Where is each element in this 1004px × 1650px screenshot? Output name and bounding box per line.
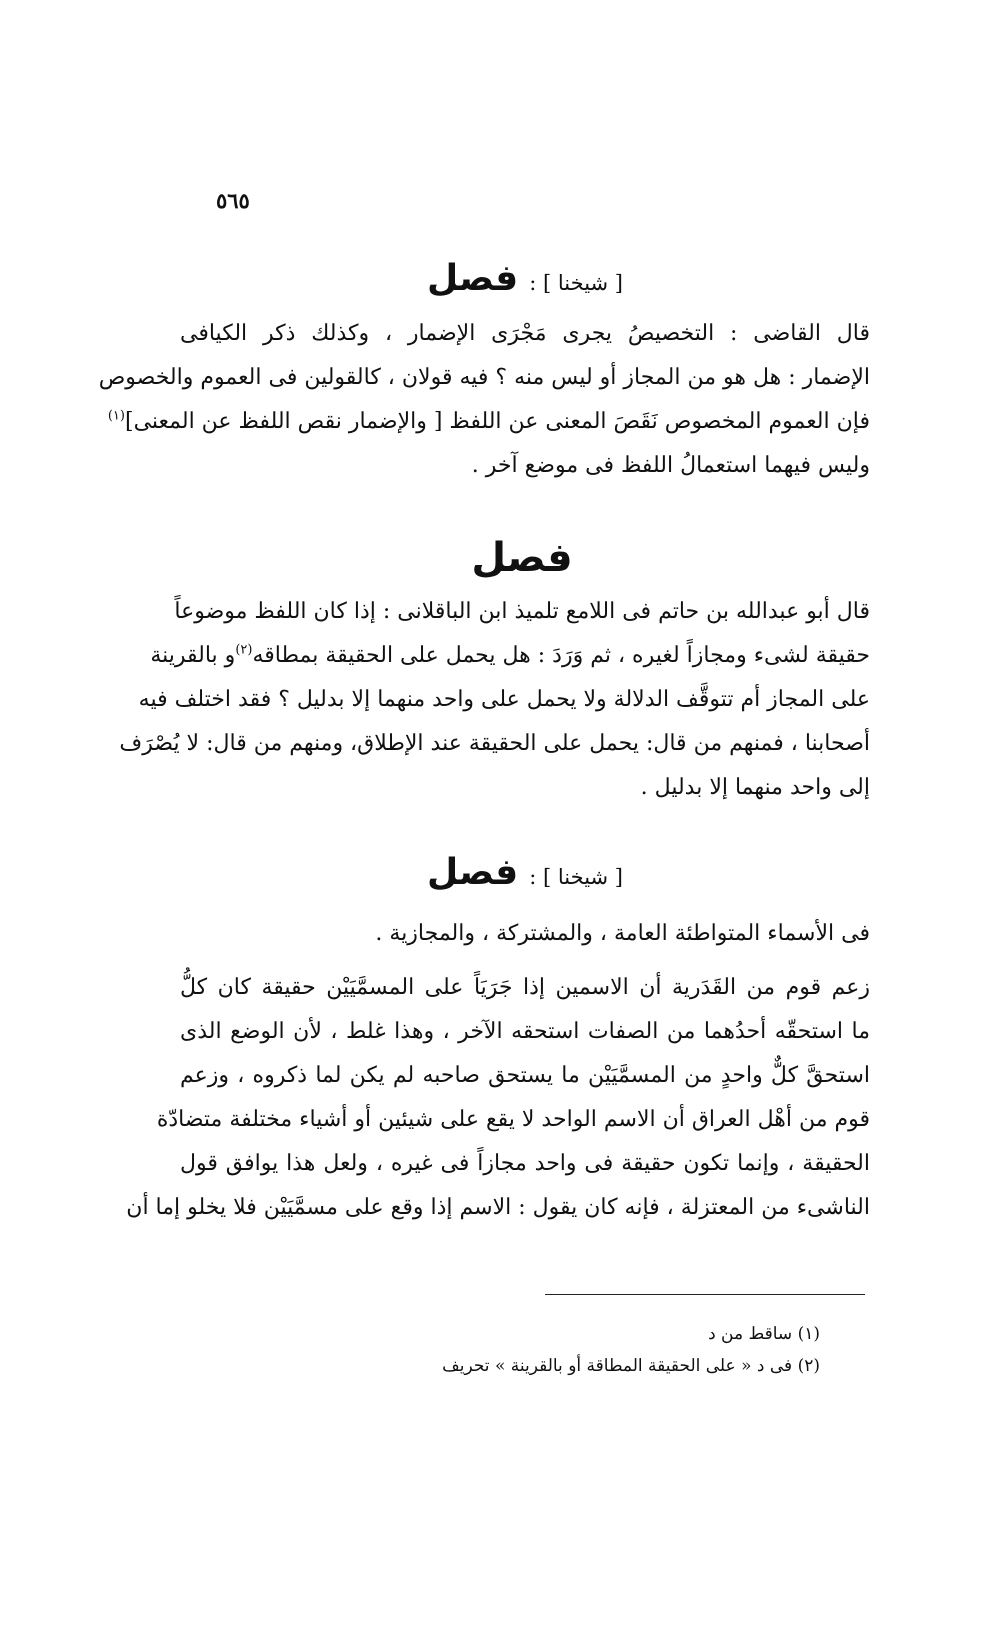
footnote-ref: (٢) [235,642,253,658]
text-line: زعم قوم من القَدَرية أن الاسمين إذا جَرَيَاً على المسمَّيَيْن حقيقة كان كلُّ [180,975,870,1000]
text-line [107,400,870,444]
text-line: الإضمار : هل هو من المجاز أو ليس منه ؟ فيه قولان ، كالقولين فى العموم والخصوص [98,365,870,390]
footnote: (١) ساقط من د [708,1324,820,1344]
text-segment: فإن العموم المخصوص نَقَصَ المعنى عن اللفظ [ والإضمار نقص اللفظ عن المعنى] [124,409,870,434]
paragraph-2 [119,590,870,810]
heading-bracket: [ شيخنا ] : [529,865,623,889]
text-line: الناشىء من المعتزلة ، فإنه كان يقول : الاسم إذا وقع على مسمَّيَيْن فلا يخلو إما أن [126,1195,870,1220]
footnotes [180,1318,820,1382]
section-intro [180,912,870,956]
footnote-divider [545,1294,865,1295]
footnote-ref: (١) [107,408,125,424]
heading-bracket: [ شيخنا ] : [529,271,623,295]
heading-fasl: فصل [427,852,519,893]
text-line: قال القاضى : التخصيصُ يجرى مَجْرَى الإضمار ، وكذلك ذكر الكيافى [180,321,870,346]
text-segment: و بالقرينة [150,643,236,668]
text-line [150,634,870,678]
section-heading-2 [180,535,870,581]
text-segment: حقيقة لشىء ومجازاً لغيره ، ثم وَرَدَ : هل يحمل على الحقيقة بمطاقه [252,643,870,668]
text-line: على المجاز أم تتوقَّف الدلالة ولا يحمل على واحد منهما إلا بدليل ؟ فقد اختلف فيه [138,687,870,712]
paragraph-1 [98,312,870,488]
text-line: ما استحقّه أحدُهما من الصفات استحقه الآخر ، وهذا غلط ، لأن الوضع الذى [180,1019,870,1044]
text-line: فى الأسماء المتواطئة العامة ، والمشتركة ، والمجازية . [375,921,870,946]
heading-fasl: فصل [427,258,519,299]
paragraph-3 [126,966,870,1230]
section-heading-1 [180,258,870,299]
heading-fasl: فصل [471,535,573,581]
section-heading-3 [180,852,870,893]
text-line: قوم من أهْل العراق أن الاسم الواحد لا يقع على شيئين أو أشياء مختلفة متضادّة [156,1107,870,1132]
text-line: وليس فيهما استعمالُ اللفظ فى موضع آخر . [471,453,870,478]
text-line: الحقيقة ، وإنما تكون حقيقة فى واحد مجازاً فى غيره ، ولعل هذا يوافق قول [180,1151,870,1176]
footnote: (٢) فى د « على الحقيقة المطاقة أو بالقرينة » تحريف [442,1356,820,1376]
text-line: أصحابنا ، فمنهم من قال: يحمل على الحقيقة عند الإطلاق، ومنهم من قال: لا يُصْرَف [119,731,870,756]
text-line: استحقَّ كلٌّ واحدٍ من المسمَّيَيْن ما يستحق صاحبه لم يكن لما ذكروه ، وزعم [180,1063,870,1088]
page-number: ٥٦٥ [216,188,250,213]
text-line: إلى واحد منهما إلا بدليل . [640,775,870,800]
text-line: قال أبو عبدالله بن حاتم فى اللامع تلميذ ابن الباقلانى : إذا كان اللفظ موضوعاً [174,599,870,624]
